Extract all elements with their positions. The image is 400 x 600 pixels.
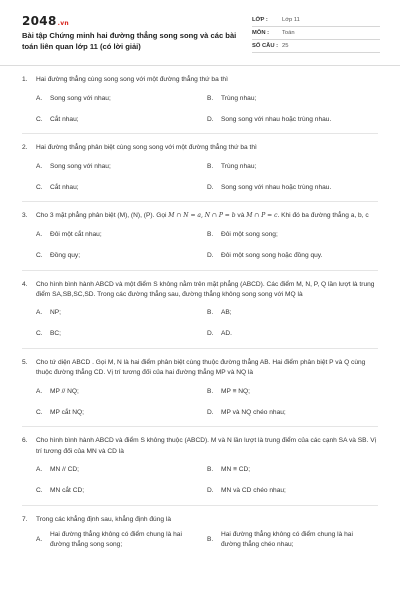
option-text: Song song với nhau; bbox=[50, 162, 111, 170]
option-text: Song song với nhau hoặc trùng nhau. bbox=[221, 115, 332, 123]
option-text: Đồng quy; bbox=[50, 252, 81, 259]
option-letter: A. bbox=[36, 162, 43, 170]
option-b[interactable] bbox=[207, 303, 378, 324]
option-letter: B. bbox=[207, 466, 214, 474]
option-text: Trùng nhau; bbox=[221, 162, 257, 170]
question-text: Trong các khẳng định sau, khẳng định đúng là bbox=[36, 515, 172, 523]
answer-options bbox=[36, 528, 378, 552]
option-text: MN và CD chéo nhau; bbox=[221, 487, 286, 495]
question-6 bbox=[0, 427, 400, 505]
option-a[interactable] bbox=[36, 303, 207, 324]
option-text: BC; bbox=[50, 330, 61, 338]
option-d[interactable] bbox=[207, 324, 378, 345]
option-d[interactable] bbox=[207, 177, 378, 198]
question-text: Cho hình bình hành ABCD và điểm S không thuộc (ABCD). M và N lần lượt là trung điểm của các cạnh SA và SB. Vị trí tương đối của MN và CD là bbox=[36, 437, 377, 455]
option-a[interactable] bbox=[36, 156, 207, 177]
option-text: MP ≡ NQ; bbox=[221, 387, 251, 395]
option-text: MN cắt CD; bbox=[50, 487, 85, 495]
question-text-part: và bbox=[235, 212, 247, 220]
option-text: Trùng nhau; bbox=[221, 94, 257, 102]
answer-options bbox=[36, 303, 378, 345]
option-b[interactable] bbox=[207, 156, 378, 177]
option-letter: D. bbox=[207, 487, 214, 495]
question-text bbox=[36, 211, 378, 221]
option-a[interactable] bbox=[36, 88, 207, 109]
question-number: 2. bbox=[22, 144, 28, 152]
option-letter: C. bbox=[36, 115, 43, 123]
math-expression: M ∩ P = c bbox=[246, 212, 278, 220]
answer-options bbox=[36, 381, 378, 423]
option-letter: C. bbox=[36, 183, 43, 191]
meta-label: LỚP : bbox=[252, 17, 268, 23]
option-b[interactable] bbox=[207, 88, 378, 109]
option-a[interactable] bbox=[36, 460, 207, 481]
option-a[interactable] bbox=[36, 225, 207, 246]
question-text: Hai đường thẳng phân biệt cùng song song với một đường thẳng thứ ba thì bbox=[36, 144, 257, 152]
meta-row-subject bbox=[252, 27, 380, 40]
question-number: 6. bbox=[22, 437, 28, 445]
option-text: MP // NQ; bbox=[50, 387, 79, 395]
option-text: MP cắt NQ; bbox=[50, 408, 84, 416]
option-letter: A. bbox=[36, 535, 43, 543]
question-text-part: Cho 3 mặt phẳng phân biệt (M), (N), (P). Gọi bbox=[36, 212, 169, 220]
option-letter: C. bbox=[36, 252, 43, 259]
question-text: Cho tứ diện ABCD . Gọi M, N là hai điểm phân biệt cùng thuộc đường thẳng AB. Hai điểm phân biệt P và Q cùng thuộc đường thẳng CD. Vị trí tương đối của hai đường thẳng MP và NQ là bbox=[36, 359, 366, 377]
meta-row-count bbox=[252, 40, 380, 53]
question-text-part: . Khi đó ba đường thẳng a, b, c bbox=[277, 212, 369, 220]
option-c[interactable] bbox=[36, 481, 207, 502]
option-letter: B. bbox=[207, 162, 214, 170]
meta-label: MÔN : bbox=[252, 30, 270, 36]
option-letter: A. bbox=[36, 94, 43, 102]
meta-value: Toán bbox=[282, 30, 295, 36]
option-text: MN // CD; bbox=[50, 466, 79, 474]
option-a[interactable] bbox=[36, 381, 207, 402]
option-letter: B. bbox=[207, 387, 214, 395]
option-text: Cắt nhau; bbox=[50, 115, 79, 123]
option-letter: D. bbox=[207, 330, 214, 338]
option-letter: D. bbox=[207, 183, 214, 191]
option-c[interactable] bbox=[36, 324, 207, 345]
option-letter: B. bbox=[207, 94, 214, 102]
option-text: MN ≡ CD; bbox=[221, 466, 251, 474]
option-b[interactable] bbox=[207, 528, 378, 552]
option-text: Song song với nhau; bbox=[50, 94, 111, 102]
option-c[interactable] bbox=[36, 402, 207, 423]
math-expression: M ∩ N = a, N ∩ P = b bbox=[168, 212, 236, 220]
option-text: AD. bbox=[221, 330, 232, 338]
question-number: 7. bbox=[22, 515, 28, 523]
option-letter: D. bbox=[207, 408, 214, 416]
page-header bbox=[0, 0, 400, 66]
option-a[interactable] bbox=[36, 528, 207, 552]
option-text: Đôi một song song hoặc đồng quy. bbox=[221, 252, 323, 259]
option-letter: A. bbox=[36, 231, 43, 238]
option-text: Cắt nhau; bbox=[50, 183, 79, 191]
option-b[interactable] bbox=[207, 381, 378, 402]
document-title: Bài tập Chứng minh hai đường thẳng song song và các bài toán liên quan lớp 11 (có lời giải) bbox=[22, 31, 237, 51]
question-4 bbox=[0, 271, 400, 349]
option-letter: C. bbox=[36, 330, 43, 338]
option-d[interactable] bbox=[207, 481, 378, 502]
option-letter: A. bbox=[36, 309, 43, 317]
answer-options bbox=[36, 88, 378, 130]
option-text: Đôi một song song; bbox=[221, 231, 278, 238]
option-letter: C. bbox=[36, 487, 43, 495]
meta-label: SỐ CÂU : bbox=[252, 43, 279, 49]
question-text: Hai đường thẳng cùng song song với một đường thẳng thứ ba thì bbox=[36, 76, 228, 83]
option-text: Hai đường thẳng không có điểm chung là hai đường thẳng song song; bbox=[50, 530, 182, 549]
option-letter: A. bbox=[36, 387, 43, 395]
question-number: 1. bbox=[22, 76, 28, 83]
option-b[interactable] bbox=[207, 225, 378, 246]
option-letter: C. bbox=[36, 408, 43, 416]
option-text: Song song với nhau hoặc trùng nhau. bbox=[221, 183, 332, 191]
option-d[interactable] bbox=[207, 402, 378, 423]
meta-value: 25 bbox=[282, 43, 289, 49]
question-number: 5. bbox=[22, 359, 28, 367]
question-3 bbox=[0, 202, 400, 270]
option-c[interactable] bbox=[36, 177, 207, 198]
meta-row-grade bbox=[252, 14, 380, 27]
option-c[interactable] bbox=[36, 109, 207, 130]
question-5 bbox=[0, 349, 400, 427]
logo-suffix: .vn bbox=[57, 20, 69, 27]
question-text: Cho hình bình hành ABCD và một điểm S không nằm trên mặt phẳng (ABCD). Các điểm M, N, P, Q lần lượt là trung điểm SA,SB,SC,SD. Trong các đường thẳng sau, đường thẳng không song song với MQ là bbox=[36, 280, 375, 298]
option-d[interactable] bbox=[207, 109, 378, 130]
question-number: 4. bbox=[22, 280, 28, 288]
option-text: AB; bbox=[221, 309, 232, 317]
logo-text: 2048 bbox=[22, 14, 57, 28]
question-7 bbox=[0, 506, 400, 552]
option-letter: A. bbox=[36, 466, 43, 474]
option-text: Hai đường thẳng không có điểm chung là hai đường thẳng chéo nhau; bbox=[221, 530, 353, 549]
option-letter: B. bbox=[207, 231, 214, 238]
option-text: MP và NQ chéo nhau; bbox=[221, 408, 286, 416]
option-letter: B. bbox=[207, 535, 214, 543]
question-2 bbox=[0, 134, 400, 202]
question-1 bbox=[0, 66, 400, 134]
document-meta bbox=[252, 14, 380, 53]
question-number: 3. bbox=[22, 212, 28, 220]
option-d[interactable] bbox=[207, 246, 378, 267]
answer-options bbox=[36, 460, 378, 502]
option-letter: B. bbox=[207, 309, 214, 317]
option-text: Đôi một cắt nhau; bbox=[50, 231, 102, 238]
meta-value: Lớp 11 bbox=[282, 17, 300, 23]
option-b[interactable] bbox=[207, 460, 378, 481]
option-letter: D. bbox=[207, 115, 214, 123]
option-c[interactable] bbox=[36, 246, 207, 267]
answer-options bbox=[36, 156, 378, 198]
option-letter: D. bbox=[207, 252, 214, 259]
answer-options bbox=[36, 225, 378, 267]
option-text: NP; bbox=[50, 309, 61, 317]
